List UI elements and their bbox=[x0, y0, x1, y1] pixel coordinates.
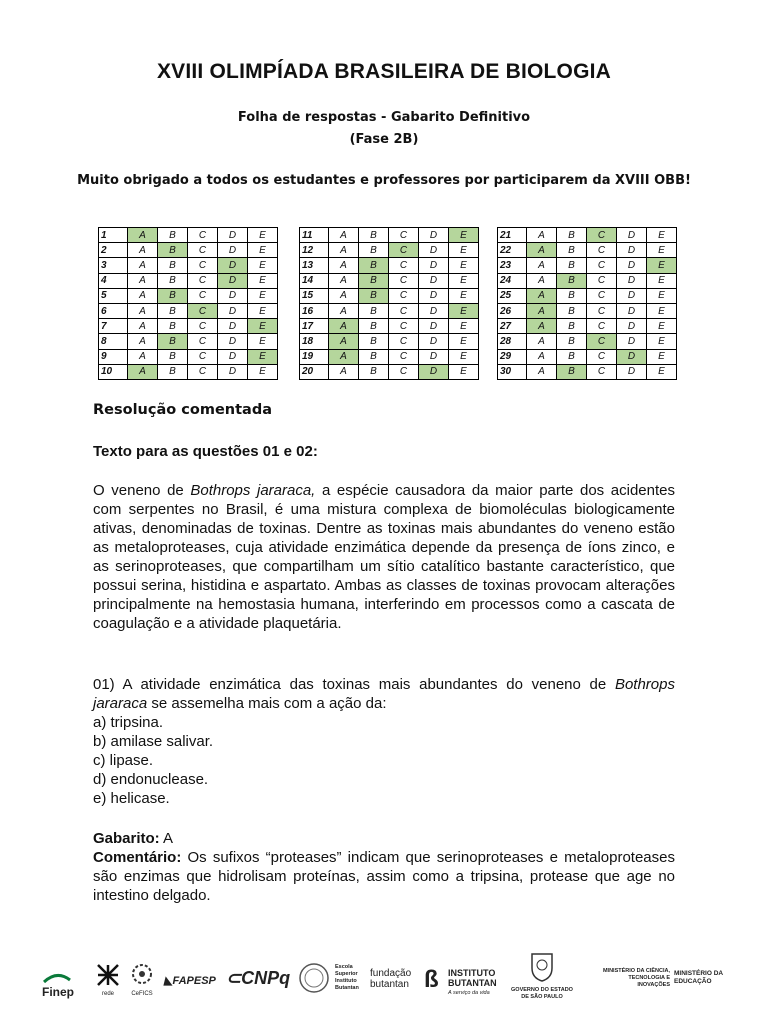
answer-row bbox=[300, 258, 479, 273]
answer-key-table-1 bbox=[98, 227, 278, 380]
answer-option: B bbox=[359, 334, 389, 349]
answer-key-table-3 bbox=[497, 227, 677, 380]
fapesp-logo bbox=[164, 974, 216, 987]
answer-option: A bbox=[128, 319, 158, 334]
answer-option-correct: C bbox=[587, 334, 617, 349]
answer-option: D bbox=[617, 319, 647, 334]
answer-row bbox=[99, 243, 278, 258]
answer-option: A bbox=[527, 364, 557, 379]
answer-option: D bbox=[419, 288, 449, 303]
paragraph-pre: O veneno de bbox=[93, 482, 191, 499]
answer-option: C bbox=[188, 273, 218, 288]
option-b: b) amilase salivar. bbox=[93, 733, 214, 750]
answer-option: D bbox=[617, 288, 647, 303]
question-number: 30 bbox=[498, 364, 527, 379]
answer-option: C bbox=[389, 349, 419, 364]
governo-logo bbox=[510, 950, 574, 1001]
answer-option: C bbox=[587, 319, 617, 334]
answer-option: D bbox=[419, 228, 449, 243]
cefics-mark-icon bbox=[130, 962, 154, 986]
answer-row bbox=[498, 258, 677, 273]
answer-option: C bbox=[587, 273, 617, 288]
answer-option: E bbox=[248, 273, 278, 288]
answer-row bbox=[99, 364, 278, 379]
answer-option: B bbox=[557, 228, 587, 243]
fapesp-text: FAPESP bbox=[172, 975, 216, 987]
answer-value: A bbox=[159, 830, 174, 847]
answer-option: E bbox=[449, 319, 479, 334]
answer-option: D bbox=[218, 228, 248, 243]
cnpq-mark-icon: ⊂ bbox=[226, 968, 242, 988]
option-d: d) endonuclease. bbox=[93, 771, 209, 788]
answer-option: C bbox=[188, 228, 218, 243]
answer-option: A bbox=[329, 258, 359, 273]
comment bbox=[93, 848, 675, 905]
answer-option: D bbox=[419, 319, 449, 334]
rede-mark-icon bbox=[97, 964, 119, 986]
answer-option: A bbox=[329, 228, 359, 243]
phase-label: (Fase 2B) bbox=[349, 132, 419, 147]
question-number: 29 bbox=[498, 349, 527, 364]
finep-logo bbox=[42, 970, 74, 999]
answer-row bbox=[99, 273, 278, 288]
ministerio-educacao-logo: MINISTÉRIO DA EDUCAÇÃO bbox=[674, 970, 723, 985]
answer-option: C bbox=[188, 334, 218, 349]
answer-option: A bbox=[329, 364, 359, 379]
ministerio-ciencia-logo: MINISTÉRIO DA CIÊNCIA, TECNOLOGIA E INOVAÇÕES bbox=[602, 968, 670, 988]
answer-line bbox=[93, 829, 675, 848]
option-a: a) tripsina. bbox=[93, 714, 164, 731]
answer-option: A bbox=[527, 273, 557, 288]
answer-option: D bbox=[419, 303, 449, 318]
answer-option-correct: A bbox=[527, 288, 557, 303]
answer-row bbox=[300, 303, 479, 318]
answer-option: C bbox=[188, 258, 218, 273]
question-number: 6 bbox=[99, 303, 128, 318]
answer-option: C bbox=[587, 364, 617, 379]
question-number: 22 bbox=[498, 243, 527, 258]
section-title: Resolução comentada bbox=[93, 402, 272, 418]
answer-option: E bbox=[449, 273, 479, 288]
answer-option: E bbox=[647, 228, 677, 243]
answer-option: B bbox=[359, 228, 389, 243]
option-e: e) helicase. bbox=[93, 790, 170, 807]
question-number: 21 bbox=[498, 228, 527, 243]
answer-option: A bbox=[128, 258, 158, 273]
answer-option: B bbox=[359, 319, 389, 334]
answer-key-table-2 bbox=[299, 227, 479, 380]
answer-option-correct: A bbox=[329, 319, 359, 334]
answer-option: C bbox=[188, 319, 218, 334]
answer-row bbox=[300, 364, 479, 379]
answer-option: B bbox=[359, 349, 389, 364]
cnpq-logo bbox=[226, 968, 290, 989]
answer-option: B bbox=[557, 319, 587, 334]
answer-option: B bbox=[158, 364, 188, 379]
answer-option: B bbox=[158, 303, 188, 318]
answer-option: D bbox=[218, 319, 248, 334]
answer-row bbox=[498, 334, 677, 349]
answer-option: E bbox=[248, 334, 278, 349]
answer-option-correct: E bbox=[449, 303, 479, 318]
answer-option: C bbox=[587, 243, 617, 258]
answer-option: C bbox=[587, 288, 617, 303]
answer-option: E bbox=[647, 303, 677, 318]
answer-option: B bbox=[158, 228, 188, 243]
answer-row bbox=[300, 319, 479, 334]
answer-option: D bbox=[617, 303, 647, 318]
answer-row bbox=[300, 334, 479, 349]
answer-option-correct: B bbox=[557, 273, 587, 288]
answer-option: D bbox=[218, 349, 248, 364]
answer-option: E bbox=[449, 243, 479, 258]
answer-row bbox=[300, 349, 479, 364]
answer-option: E bbox=[248, 364, 278, 379]
answer-option: D bbox=[419, 273, 449, 288]
answer-option: E bbox=[647, 273, 677, 288]
answer-row bbox=[300, 288, 479, 303]
answer-option: A bbox=[527, 258, 557, 273]
answer-option-correct: A bbox=[128, 364, 158, 379]
answer-option: C bbox=[188, 364, 218, 379]
answer-option: E bbox=[248, 228, 278, 243]
answer-option: C bbox=[587, 303, 617, 318]
answer-row bbox=[498, 288, 677, 303]
subtitle: Folha de respostas - Gabarito Definitivo bbox=[237, 110, 531, 125]
answer-option: B bbox=[557, 243, 587, 258]
answer-option-correct: A bbox=[527, 319, 557, 334]
answer-option: A bbox=[527, 349, 557, 364]
species-name: Bothrops jararaca, bbox=[190, 482, 316, 499]
question-number: 16 bbox=[300, 303, 329, 318]
question-number: 17 bbox=[300, 319, 329, 334]
cefics-logo bbox=[128, 962, 156, 997]
answer-option: C bbox=[389, 288, 419, 303]
answer-option-correct: A bbox=[527, 303, 557, 318]
context-paragraph bbox=[93, 481, 675, 633]
question-number: 18 bbox=[300, 334, 329, 349]
answer-option: E bbox=[647, 319, 677, 334]
answer-option: C bbox=[188, 349, 218, 364]
finep-text: Finep bbox=[42, 985, 74, 999]
answer-option: B bbox=[359, 243, 389, 258]
answer-option-correct: C bbox=[188, 303, 218, 318]
answer-row bbox=[99, 334, 278, 349]
answer-row bbox=[99, 319, 278, 334]
answer-option: B bbox=[557, 288, 587, 303]
answer-option: A bbox=[527, 228, 557, 243]
answer-option-correct: E bbox=[647, 258, 677, 273]
answer-option: E bbox=[248, 288, 278, 303]
answer-row bbox=[498, 228, 677, 243]
governo-text: GOVERNO DO ESTADO DE SÃO PAULO bbox=[511, 987, 573, 1000]
answer-option-correct: D bbox=[218, 273, 248, 288]
answer-option: D bbox=[419, 258, 449, 273]
answer-option: D bbox=[617, 258, 647, 273]
answer-option: B bbox=[158, 273, 188, 288]
answer-option: C bbox=[188, 288, 218, 303]
question-number: 13 bbox=[300, 258, 329, 273]
answer-option: E bbox=[449, 258, 479, 273]
answer-option: D bbox=[617, 228, 647, 243]
instituto-mark-icon: ß bbox=[424, 966, 439, 993]
answer-option: A bbox=[527, 334, 557, 349]
answer-option: B bbox=[158, 319, 188, 334]
question-number: 24 bbox=[498, 273, 527, 288]
footer-logos bbox=[40, 950, 730, 1010]
question-number: 3 bbox=[99, 258, 128, 273]
question-number: 12 bbox=[300, 243, 329, 258]
answer-option-correct: B bbox=[359, 273, 389, 288]
answer-option-correct: A bbox=[527, 243, 557, 258]
answer-row bbox=[300, 243, 479, 258]
fundacao-logo: fundação butantan bbox=[370, 968, 412, 990]
answer-option: A bbox=[329, 273, 359, 288]
sao-paulo-crest-icon bbox=[529, 950, 555, 982]
answer-option: E bbox=[449, 364, 479, 379]
answer-option-correct: E bbox=[449, 228, 479, 243]
answer-block bbox=[93, 829, 675, 905]
escola-logo bbox=[298, 962, 330, 999]
answer-option: E bbox=[248, 303, 278, 318]
answer-option-correct: B bbox=[158, 334, 188, 349]
question-number: 11 bbox=[300, 228, 329, 243]
answer-option: E bbox=[449, 288, 479, 303]
answer-option: A bbox=[128, 288, 158, 303]
answer-option: A bbox=[329, 303, 359, 318]
answer-option: E bbox=[449, 334, 479, 349]
answer-option-correct: B bbox=[557, 364, 587, 379]
answer-option: D bbox=[419, 334, 449, 349]
page-title: XVIII OLIMPÍADA BRASILEIRA DE BIOLOGIA bbox=[156, 60, 612, 83]
answer-option-correct: D bbox=[617, 349, 647, 364]
question-01 bbox=[93, 675, 675, 808]
option-c: c) lipase. bbox=[93, 752, 154, 769]
answer-option: C bbox=[389, 228, 419, 243]
answer-row bbox=[99, 258, 278, 273]
answer-option-correct: B bbox=[359, 288, 389, 303]
question-number: 4 bbox=[99, 273, 128, 288]
answer-row bbox=[498, 319, 677, 334]
finep-mark-icon bbox=[42, 970, 72, 984]
rede-logo bbox=[95, 964, 121, 997]
answer-option: C bbox=[389, 334, 419, 349]
answer-option: E bbox=[647, 349, 677, 364]
question-number: 28 bbox=[498, 334, 527, 349]
question-number: 9 bbox=[99, 349, 128, 364]
answer-row bbox=[99, 288, 278, 303]
question-number: 15 bbox=[300, 288, 329, 303]
answer-option: E bbox=[248, 243, 278, 258]
answer-option: B bbox=[557, 258, 587, 273]
answer-option-correct: C bbox=[389, 243, 419, 258]
rede-text: rede bbox=[101, 991, 114, 997]
question-number: 5 bbox=[99, 288, 128, 303]
answer-option: C bbox=[389, 273, 419, 288]
question-species: Bothrops jararaca bbox=[93, 676, 675, 712]
answer-option: A bbox=[128, 273, 158, 288]
answer-option: D bbox=[617, 334, 647, 349]
answer-option: B bbox=[557, 349, 587, 364]
answer-option: E bbox=[647, 243, 677, 258]
question-number: 7 bbox=[99, 319, 128, 334]
answer-option-correct: A bbox=[329, 334, 359, 349]
answer-option-correct: B bbox=[158, 243, 188, 258]
question-number: 20 bbox=[300, 364, 329, 379]
answer-row bbox=[300, 228, 479, 243]
answer-row bbox=[498, 364, 677, 379]
answer-option: E bbox=[647, 364, 677, 379]
question-number: 25 bbox=[498, 288, 527, 303]
answer-row bbox=[99, 228, 278, 243]
answer-option: A bbox=[329, 288, 359, 303]
answer-option: D bbox=[218, 303, 248, 318]
answer-option: C bbox=[389, 319, 419, 334]
answer-option: C bbox=[188, 243, 218, 258]
paragraph-post: a espécie causadora da maior parte dos acidentes com serpentes no Brasil, é uma mistura complexa de biomoléculas biologicamente ativas, denominadas de toxinas. Dentre as toxinas mais abundantes do veneno estão as metaloproteases, cuja atividade enzimática depende da presença de íons zinco, e as serinoproteases, que compartilham um sítio catalítico bastante característico, que possui serina, histidina e aspartato. Ambas as classes de toxinas provocam alterações principalmente na hemostasia humana, interferindo em processos como a cascata de coagulação e a atividade plaquetária. bbox=[93, 482, 675, 632]
answer-option: C bbox=[587, 349, 617, 364]
cnpq-text: CNPq bbox=[241, 968, 291, 988]
question-number: 10 bbox=[99, 364, 128, 379]
answer-option: C bbox=[389, 303, 419, 318]
question-pre: 01) A atividade enzimática das toxinas mais abundantes do veneno de bbox=[93, 676, 615, 693]
answer-option: C bbox=[587, 258, 617, 273]
answer-option: E bbox=[647, 288, 677, 303]
question-number: 2 bbox=[99, 243, 128, 258]
answer-option: C bbox=[389, 364, 419, 379]
answer-row bbox=[498, 243, 677, 258]
answer-option-correct: B bbox=[359, 258, 389, 273]
answer-option: C bbox=[389, 258, 419, 273]
answer-option-correct: C bbox=[587, 228, 617, 243]
answer-option: D bbox=[617, 364, 647, 379]
answer-row bbox=[498, 303, 677, 318]
answer-option: B bbox=[359, 364, 389, 379]
answer-row bbox=[498, 349, 677, 364]
answer-option: B bbox=[557, 303, 587, 318]
answer-option: A bbox=[128, 303, 158, 318]
answer-option: B bbox=[158, 258, 188, 273]
answer-option-correct: E bbox=[248, 319, 278, 334]
question-number: 23 bbox=[498, 258, 527, 273]
answer-option: D bbox=[419, 243, 449, 258]
answer-option: B bbox=[359, 303, 389, 318]
question-number: 1 bbox=[99, 228, 128, 243]
question-stem bbox=[93, 675, 675, 713]
answer-option-correct: A bbox=[329, 349, 359, 364]
answer-option: D bbox=[617, 273, 647, 288]
answer-option: E bbox=[449, 349, 479, 364]
escola-text: Escola Superior Instituto Butantan bbox=[335, 964, 359, 991]
answer-option: D bbox=[218, 288, 248, 303]
comment-text: Os sufixos “proteases” indicam que serinoproteases e metaloproteases são enzimas que hidrolisam proteínas, assim como a tripsina, protease que age no intestino delgado. bbox=[93, 849, 675, 904]
question-number: 8 bbox=[99, 334, 128, 349]
answer-option: A bbox=[128, 334, 158, 349]
answer-option-correct: D bbox=[218, 258, 248, 273]
answer-option: D bbox=[218, 364, 248, 379]
answer-option: D bbox=[419, 349, 449, 364]
answer-option: E bbox=[647, 334, 677, 349]
question-number: 14 bbox=[300, 273, 329, 288]
answer-option: E bbox=[248, 258, 278, 273]
text-heading: Texto para as questões 01 e 02: bbox=[93, 443, 318, 460]
answer-option-correct: D bbox=[419, 364, 449, 379]
answer-option: D bbox=[218, 243, 248, 258]
answer-option: A bbox=[128, 349, 158, 364]
question-number: 19 bbox=[300, 349, 329, 364]
answer-option-correct: E bbox=[248, 349, 278, 364]
answer-option: D bbox=[218, 334, 248, 349]
answer-row bbox=[300, 273, 479, 288]
answer-option: A bbox=[329, 243, 359, 258]
question-number: 26 bbox=[498, 303, 527, 318]
question-number: 27 bbox=[498, 319, 527, 334]
comment-label: Comentário: bbox=[93, 849, 182, 866]
question-post: se assemelha mais com a ação da: bbox=[147, 695, 387, 712]
fapesp-mark-icon: ◣ bbox=[164, 975, 173, 987]
answer-row bbox=[498, 273, 677, 288]
cefics-text: CeFICS bbox=[131, 991, 153, 997]
answer-label: Gabarito: bbox=[93, 830, 160, 847]
instituto-tagline: A serviço da vida bbox=[448, 990, 490, 996]
escola-mark-icon bbox=[298, 962, 330, 994]
answer-option-correct: A bbox=[128, 228, 158, 243]
answer-option: B bbox=[557, 334, 587, 349]
answer-row bbox=[99, 303, 278, 318]
answer-option: B bbox=[158, 349, 188, 364]
answer-option: D bbox=[617, 243, 647, 258]
answer-option-correct: B bbox=[158, 288, 188, 303]
thanks-message: Muito obrigado a todos os estudantes e professores por participarem da XVIII OBB! bbox=[77, 173, 691, 188]
instituto-text: INSTITUTO BUTANTAN bbox=[448, 968, 497, 988]
answer-row bbox=[99, 349, 278, 364]
answer-option: A bbox=[128, 243, 158, 258]
